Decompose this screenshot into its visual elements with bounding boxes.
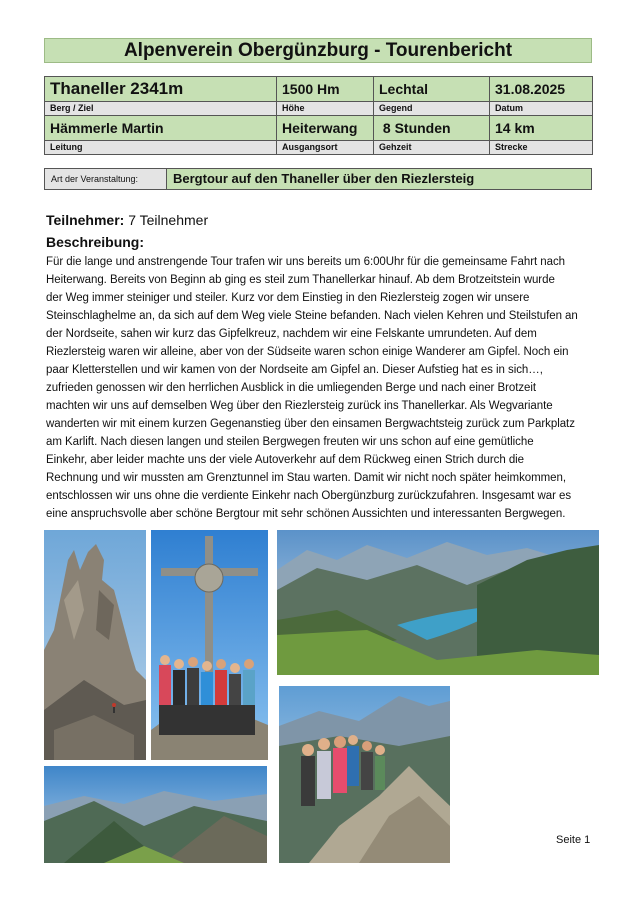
walking-time-label: Gehzeit — [374, 141, 490, 155]
event-type-label: Art der Veranstaltung: — [45, 169, 167, 189]
description-line: der Nordseite, sahen wir kurz das Gipfelkreuz, nachdem wir eine Felskante umrundeten. Auf dem — [46, 328, 537, 340]
event-type-row — [44, 168, 592, 190]
walking-time-value: 8 Stunden — [374, 116, 490, 141]
distance-value: 14 km — [490, 116, 593, 141]
region-value: Lechtal — [374, 77, 490, 102]
mountain-label: Berg / Ziel — [45, 102, 277, 116]
event-type-value: Bergtour auf den Thaneller über den Riezlersteig — [167, 169, 591, 189]
participants-value: 7 Teilnehmer — [128, 212, 209, 228]
description-line: Einkehr, aber leider machte uns der viele Autoverkehr auf dem Rückweg einen Strich durch die — [46, 454, 525, 466]
date-label: Datum — [490, 102, 593, 116]
description-line: Riezlersteig waren wir alleine, aber von der Südseite waren schon einige Wanderer am Gipfel. Noch ein — [46, 346, 569, 358]
participants-label: Teilnehmer: — [46, 212, 125, 228]
description-line: machten wir uns auf demselben Weg über den Riezlersteig zurück ins Thanellerkar. Als Wegvariante — [46, 400, 553, 412]
description-line: am Karlift. Nach diesen langen und steilen Bergwegen freuten wir uns schon auf eine gemütliche — [46, 436, 534, 448]
description-line: eine anspruchsvolle aber schöne Bergtour mit sehr schönen Aussichten und interessanten Bergwegen. — [46, 508, 566, 520]
tour-info-table — [44, 76, 593, 155]
description-line: entschlossen wir uns ohne die verdiente Einkehr nach Obergünzburg zurückzufahren. Insgesamt war es — [46, 490, 572, 502]
description-line: Rechnung und wir mussten am Grenztunnel im Stau warten. Damit wir nicht noch später heimkommen, — [46, 472, 567, 484]
info-row-1-labels — [45, 102, 593, 116]
description-text — [46, 253, 594, 523]
participants — [46, 212, 208, 228]
mountain-value: Thaneller 2341m — [45, 77, 277, 102]
description-line: Für die lange und anstrengende Tour trafen wir uns bereits um 6:00Uhr für die gemeinsame Fahrt nach — [46, 256, 566, 268]
region-label: Gegend — [374, 102, 490, 116]
leader-label: Leitung — [45, 141, 277, 155]
info-row-2-labels — [45, 141, 593, 155]
start-location-value: Heiterwang — [277, 116, 374, 141]
info-row-2-values — [45, 116, 593, 141]
info-row-1-values — [45, 77, 593, 102]
photo-valley-view — [44, 766, 267, 863]
leader-value: Hämmerle Martin — [45, 116, 277, 141]
start-location-label: Ausgangsort — [277, 141, 374, 155]
photo-rock-pinnacle — [44, 530, 146, 760]
description-line: der Weg immer steiniger und steiler. Kurz vor dem Einstieg in den Riezlersteig zogen wir unsere — [46, 292, 530, 304]
altitude-label: Höhe — [277, 102, 374, 116]
description-line: wanderten wir mit einem kurzen Gegenanstieg über den einsamen Bergwachtsteig zurück zum Parkplatz — [46, 418, 575, 430]
photo-lake-panorama — [277, 530, 599, 675]
date-value: 31.08.2025 — [490, 77, 593, 102]
page-number: Seite 1 — [556, 834, 591, 846]
description-line: zufrieden genossen wir den herrlichen Ausblick in die umliegenden Berge und nach einer Brotzeit — [46, 382, 537, 394]
description-line: Steinschlaghelme an, da sich auf dem Weg viele Steine befanden. Nach vielen Kehren und Steilstufen an — [46, 310, 578, 322]
description-heading: Beschreibung: — [46, 234, 145, 250]
distance-label: Strecke — [490, 141, 593, 155]
photo-summit-cross — [151, 530, 268, 760]
photo-group-ridge — [279, 686, 450, 863]
altitude-value: 1500 Hm — [277, 77, 374, 102]
description-line: Heiterwang. Bereits von Beginn ab ging es steil zum Thanellerkar hinauf. Ab dem Brotzeitstein wurde — [46, 274, 555, 286]
report-title: Alpenverein Obergünzburg - Tourenbericht — [44, 38, 592, 63]
description-line: paar Kletterstellen und wir kamen von der Nordseite am Gipfel an. Dieser Aufstieg hat es in sich…, — [46, 364, 543, 376]
